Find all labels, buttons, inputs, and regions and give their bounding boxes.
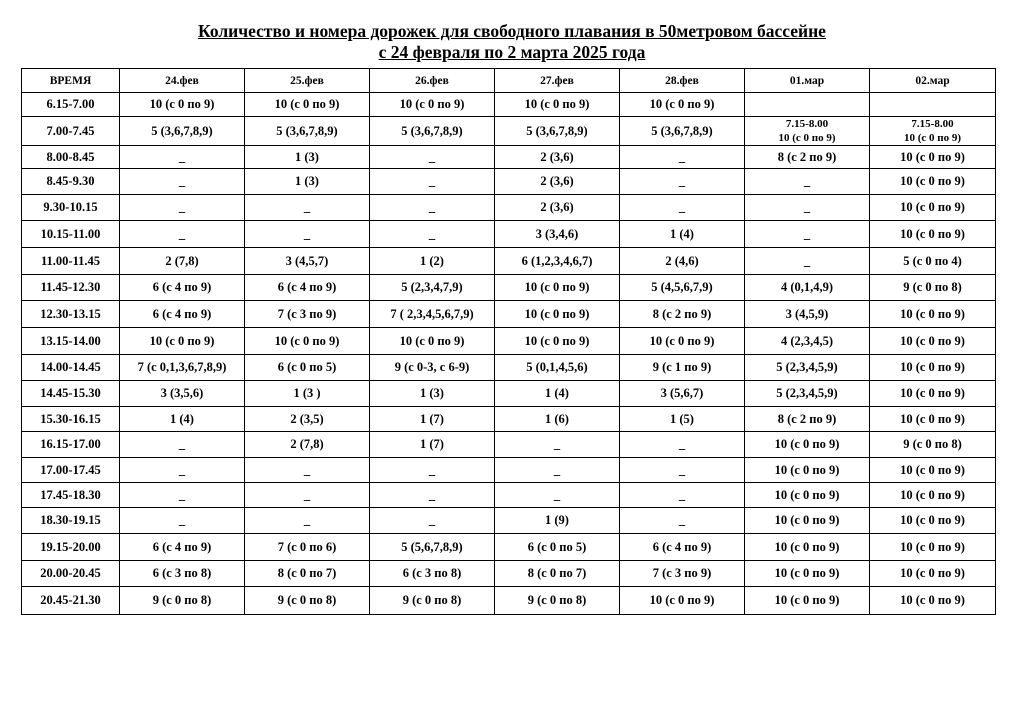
lanes-cell: 10 (с 0 по 9) <box>870 169 996 195</box>
table-row <box>22 195 996 221</box>
lanes-cell-line: 10 (с 0 по 9) <box>778 132 836 144</box>
table-row <box>22 117 996 146</box>
document-title: Количество и номера дорожек для свободного плавания в 50метровом бассейне <box>198 21 826 41</box>
lanes-cell: 2 (7,8) <box>245 432 370 458</box>
lanes-cell: _ <box>245 458 370 483</box>
time-slot-cell: 20.00-20.45 <box>22 561 120 587</box>
lanes-cell: 5 (3,6,7,8,9) <box>120 117 245 146</box>
column-header-time: ВРЕМЯ <box>22 69 120 93</box>
lanes-cell: 10 (с 0 по 9) <box>870 381 996 407</box>
lanes-cell: 2 (3,6) <box>495 169 620 195</box>
lanes-cell: 5 (0,1,4,5,6) <box>495 355 620 381</box>
lanes-cell: 10 (с 0 по 9) <box>870 587 996 615</box>
lanes-cell: 7 (с 3 по 9) <box>245 301 370 328</box>
lanes-cell: _ <box>245 508 370 534</box>
lanes-cell: 1 (7) <box>370 407 495 432</box>
lanes-cell <box>745 93 870 117</box>
lanes-cell: 7 ( 2,3,4,5,6,7,9) <box>370 301 495 328</box>
lanes-cell: 6 (с 0 по 5) <box>245 355 370 381</box>
lanes-cell: 5 (3,6,7,8,9) <box>370 117 495 146</box>
lanes-cell: 10 (с 0 по 9) <box>870 561 996 587</box>
table-row <box>22 169 996 195</box>
lanes-cell: _ <box>120 221 245 248</box>
lanes-cell: _ <box>620 432 745 458</box>
lanes-cell: 10 (с 0 по 9) <box>370 93 495 117</box>
lanes-cell: 9 (с 0 по 8) <box>370 587 495 615</box>
lanes-cell: 5 (3,6,7,8,9) <box>495 117 620 146</box>
lanes-cell: _ <box>495 458 620 483</box>
time-slot-cell: 16.15-17.00 <box>22 432 120 458</box>
column-header-date: 26.фев <box>370 69 495 93</box>
column-header-date: 01.мар <box>745 69 870 93</box>
lanes-cell: 7 (с 0,1,3,6,7,8,9) <box>120 355 245 381</box>
column-header-date: 24.фев <box>120 69 245 93</box>
lanes-cell: 10 (с 0 по 9) <box>370 328 495 355</box>
table-row <box>22 483 996 508</box>
lanes-cell: _ <box>245 195 370 221</box>
lanes-cell-line: 7.15-8.00 <box>785 118 829 130</box>
lanes-cell: _ <box>620 508 745 534</box>
lanes-cell: 1 (3 ) <box>245 381 370 407</box>
lanes-cell: 5 (3,6,7,8,9) <box>620 117 745 146</box>
time-slot-cell: 12.30-13.15 <box>22 301 120 328</box>
lanes-cell: 7 (с 3 по 9) <box>620 561 745 587</box>
time-slot-cell: 11.45-12.30 <box>22 275 120 301</box>
lanes-cell: 9 (с 0-3, с 6-9) <box>370 355 495 381</box>
lanes-cell: 10 (с 0 по 9) <box>495 275 620 301</box>
column-header-date: 02.мар <box>870 69 996 93</box>
lanes-cell: 5 (4,5,6,7,9) <box>620 275 745 301</box>
time-slot-cell: 10.15-11.00 <box>22 221 120 248</box>
lanes-cell: 10 (с 0 по 9) <box>745 458 870 483</box>
lanes-cell: 6 (1,2,3,4,6,7) <box>495 248 620 275</box>
lanes-cell: 10 (с 0 по 9) <box>745 483 870 508</box>
lanes-cell: 9 (с 0 по 8) <box>870 275 996 301</box>
table-row <box>22 221 996 248</box>
lanes-cell: 9 (с 0 по 8) <box>245 587 370 615</box>
table-row <box>22 248 996 275</box>
time-slot-cell: 7.00-7.45 <box>22 117 120 146</box>
time-slot-cell: 15.30-16.15 <box>22 407 120 432</box>
lanes-cell: 6 (с 0 по 5) <box>495 534 620 561</box>
lanes-cell: _ <box>120 432 245 458</box>
table-row <box>22 328 996 355</box>
lanes-cell <box>745 117 870 146</box>
time-slot-cell: 6.15-7.00 <box>22 93 120 117</box>
time-slot-cell: 17.45-18.30 <box>22 483 120 508</box>
lanes-cell: 1 (3) <box>370 381 495 407</box>
lanes-cell: 3 (3,4,6) <box>495 221 620 248</box>
lanes-cell: 6 (с 3 по 8) <box>120 561 245 587</box>
lanes-cell: _ <box>120 169 245 195</box>
lanes-cell: 10 (с 0 по 9) <box>870 328 996 355</box>
table-row <box>22 407 996 432</box>
lanes-cell: 10 (с 0 по 9) <box>745 432 870 458</box>
lanes-cell: 9 (с 0 по 8) <box>495 587 620 615</box>
time-slot-cell: 18.30-19.15 <box>22 508 120 534</box>
lanes-cell: 10 (с 0 по 9) <box>620 93 745 117</box>
lanes-cell: 9 (с 0 по 8) <box>120 587 245 615</box>
lanes-cell: 10 (с 0 по 9) <box>245 93 370 117</box>
lanes-cell: 6 (с 4 по 9) <box>620 534 745 561</box>
time-slot-cell: 19.15-20.00 <box>22 534 120 561</box>
lanes-cell <box>870 117 996 146</box>
lanes-cell: 10 (с 0 по 9) <box>870 301 996 328</box>
lanes-cell: _ <box>495 432 620 458</box>
lanes-cell-line: 10 (с 0 по 9) <box>903 132 962 144</box>
lanes-cell <box>870 93 996 117</box>
column-header-date: 27.фев <box>495 69 620 93</box>
lanes-cell: 10 (с 0 по 9) <box>620 587 745 615</box>
time-slot-cell: 8.45-9.30 <box>22 169 120 195</box>
lanes-cell: 6 (с 4 по 9) <box>120 534 245 561</box>
lanes-cell: 10 (с 0 по 9) <box>870 508 996 534</box>
lanes-cell: _ <box>620 195 745 221</box>
lanes-cell: _ <box>120 458 245 483</box>
lanes-cell: 1 (7) <box>370 432 495 458</box>
lanes-cell: 7 (с 0 по 6) <box>245 534 370 561</box>
lanes-cell: 10 (с 0 по 9) <box>620 328 745 355</box>
lanes-cell: 4 (0,1,4,9) <box>745 275 870 301</box>
lanes-cell: 1 (4) <box>620 221 745 248</box>
table-row <box>22 93 996 117</box>
table-row <box>22 381 996 407</box>
table-row <box>22 561 996 587</box>
lanes-cell: 10 (с 0 по 9) <box>745 508 870 534</box>
lanes-cell: 10 (с 0 по 9) <box>870 355 996 381</box>
lanes-cell: 3 (3,5,6) <box>120 381 245 407</box>
table-body <box>22 93 996 615</box>
lanes-cell-line: 7.15-8.00 <box>911 118 954 130</box>
lanes-cell: 10 (с 0 по 9) <box>745 587 870 615</box>
time-slot-cell: 20.45-21.30 <box>22 587 120 615</box>
lanes-cell: _ <box>370 483 495 508</box>
table-row <box>22 355 996 381</box>
table-row <box>22 508 996 534</box>
lanes-cell: 3 (4,5,7) <box>245 248 370 275</box>
lanes-cell: 6 (с 4 по 9) <box>120 275 245 301</box>
lanes-cell: _ <box>120 146 245 169</box>
lanes-cell: 1 (4) <box>495 381 620 407</box>
lanes-cell: _ <box>620 146 745 169</box>
lanes-cell: _ <box>245 221 370 248</box>
lanes-cell: 8 (с 2 по 9) <box>745 146 870 169</box>
document-subtitle: с 24 февраля по 2 марта 2025 года <box>378 42 646 62</box>
lanes-cell: _ <box>745 195 870 221</box>
lanes-cell: 5 (3,6,7,8,9) <box>245 117 370 146</box>
table-row <box>22 432 996 458</box>
table-row <box>22 534 996 561</box>
lanes-cell: 9 (с 1 по 9) <box>620 355 745 381</box>
lanes-cell: 3 (5,6,7) <box>620 381 745 407</box>
lanes-cell: 6 (с 4 по 9) <box>245 275 370 301</box>
lanes-cell: _ <box>745 169 870 195</box>
lanes-cell: 10 (с 0 по 9) <box>870 195 996 221</box>
time-slot-cell: 14.00-14.45 <box>22 355 120 381</box>
table-row <box>22 275 996 301</box>
lanes-cell: 1 (3) <box>245 169 370 195</box>
lanes-cell: _ <box>370 458 495 483</box>
lanes-cell: _ <box>370 146 495 169</box>
time-slot-cell: 14.45-15.30 <box>22 381 120 407</box>
lanes-cell: 8 (с 2 по 9) <box>620 301 745 328</box>
schedule-table <box>21 68 996 615</box>
lanes-cell: 4 (2,3,4,5) <box>745 328 870 355</box>
lanes-cell: 10 (с 0 по 9) <box>495 301 620 328</box>
time-slot-cell: 13.15-14.00 <box>22 328 120 355</box>
lanes-cell: 1 (6) <box>495 407 620 432</box>
lanes-cell: 2 (3,5) <box>245 407 370 432</box>
lanes-cell: _ <box>745 221 870 248</box>
table-row <box>22 301 996 328</box>
lanes-cell: _ <box>620 483 745 508</box>
column-header-date: 28.фев <box>620 69 745 93</box>
lanes-cell: 2 (3,6) <box>495 146 620 169</box>
lanes-cell: 5 (с 0 по 4) <box>870 248 996 275</box>
lanes-cell: 9 (с 0 по 8) <box>870 432 996 458</box>
table-row <box>22 458 996 483</box>
lanes-cell: 10 (с 0 по 9) <box>870 458 996 483</box>
lanes-cell: 3 (4,5,9) <box>745 301 870 328</box>
lanes-cell: _ <box>620 169 745 195</box>
lanes-cell: 10 (с 0 по 9) <box>870 221 996 248</box>
lanes-cell: _ <box>120 508 245 534</box>
lanes-cell: 8 (с 0 по 7) <box>245 561 370 587</box>
lanes-cell: 6 (с 4 по 9) <box>120 301 245 328</box>
lanes-cell: 10 (с 0 по 9) <box>120 93 245 117</box>
lanes-cell: 5 (2,3,4,5,9) <box>745 381 870 407</box>
lanes-cell: 1 (2) <box>370 248 495 275</box>
lanes-cell: 10 (с 0 по 9) <box>745 561 870 587</box>
lanes-cell: 6 (с 3 по 8) <box>370 561 495 587</box>
table-row <box>22 146 996 169</box>
lanes-cell: _ <box>245 483 370 508</box>
lanes-cell: 10 (с 0 по 9) <box>870 534 996 561</box>
column-header-date: 25.фев <box>245 69 370 93</box>
time-slot-cell: 9.30-10.15 <box>22 195 120 221</box>
lanes-cell: 10 (с 0 по 9) <box>870 407 996 432</box>
lanes-cell: _ <box>495 483 620 508</box>
lanes-cell: 1 (9) <box>495 508 620 534</box>
lanes-cell: 10 (с 0 по 9) <box>495 93 620 117</box>
lanes-cell: _ <box>120 195 245 221</box>
lanes-cell: 8 (с 0 по 7) <box>495 561 620 587</box>
lanes-cell: 8 (с 2 по 9) <box>745 407 870 432</box>
lanes-cell: _ <box>370 169 495 195</box>
lanes-cell: _ <box>370 221 495 248</box>
lanes-cell: 1 (5) <box>620 407 745 432</box>
lanes-cell: 1 (4) <box>120 407 245 432</box>
table-row <box>22 587 996 615</box>
lanes-cell: _ <box>370 195 495 221</box>
header-row <box>22 69 996 93</box>
lanes-cell: 5 (2,3,4,5,9) <box>745 355 870 381</box>
lanes-cell: 10 (с 0 по 9) <box>745 534 870 561</box>
lanes-cell: 2 (4,6) <box>620 248 745 275</box>
lanes-cell: 10 (с 0 по 9) <box>495 328 620 355</box>
lanes-cell: 10 (с 0 по 9) <box>870 146 996 169</box>
lanes-cell: _ <box>745 248 870 275</box>
time-slot-cell: 11.00-11.45 <box>22 248 120 275</box>
lanes-cell: 10 (с 0 по 9) <box>120 328 245 355</box>
lanes-cell: 2 (7,8) <box>120 248 245 275</box>
lanes-cell: _ <box>370 508 495 534</box>
lanes-cell: 1 (3) <box>245 146 370 169</box>
lanes-cell: 10 (с 0 по 9) <box>245 328 370 355</box>
lanes-cell: 5 (5,6,7,8,9) <box>370 534 495 561</box>
lanes-cell: _ <box>120 483 245 508</box>
lanes-cell: 10 (с 0 по 9) <box>870 483 996 508</box>
time-slot-cell: 17.00-17.45 <box>22 458 120 483</box>
time-slot-cell: 8.00-8.45 <box>22 146 120 169</box>
lanes-cell: 2 (3,6) <box>495 195 620 221</box>
lanes-cell: _ <box>620 458 745 483</box>
lanes-cell: 5 (2,3,4,7,9) <box>370 275 495 301</box>
